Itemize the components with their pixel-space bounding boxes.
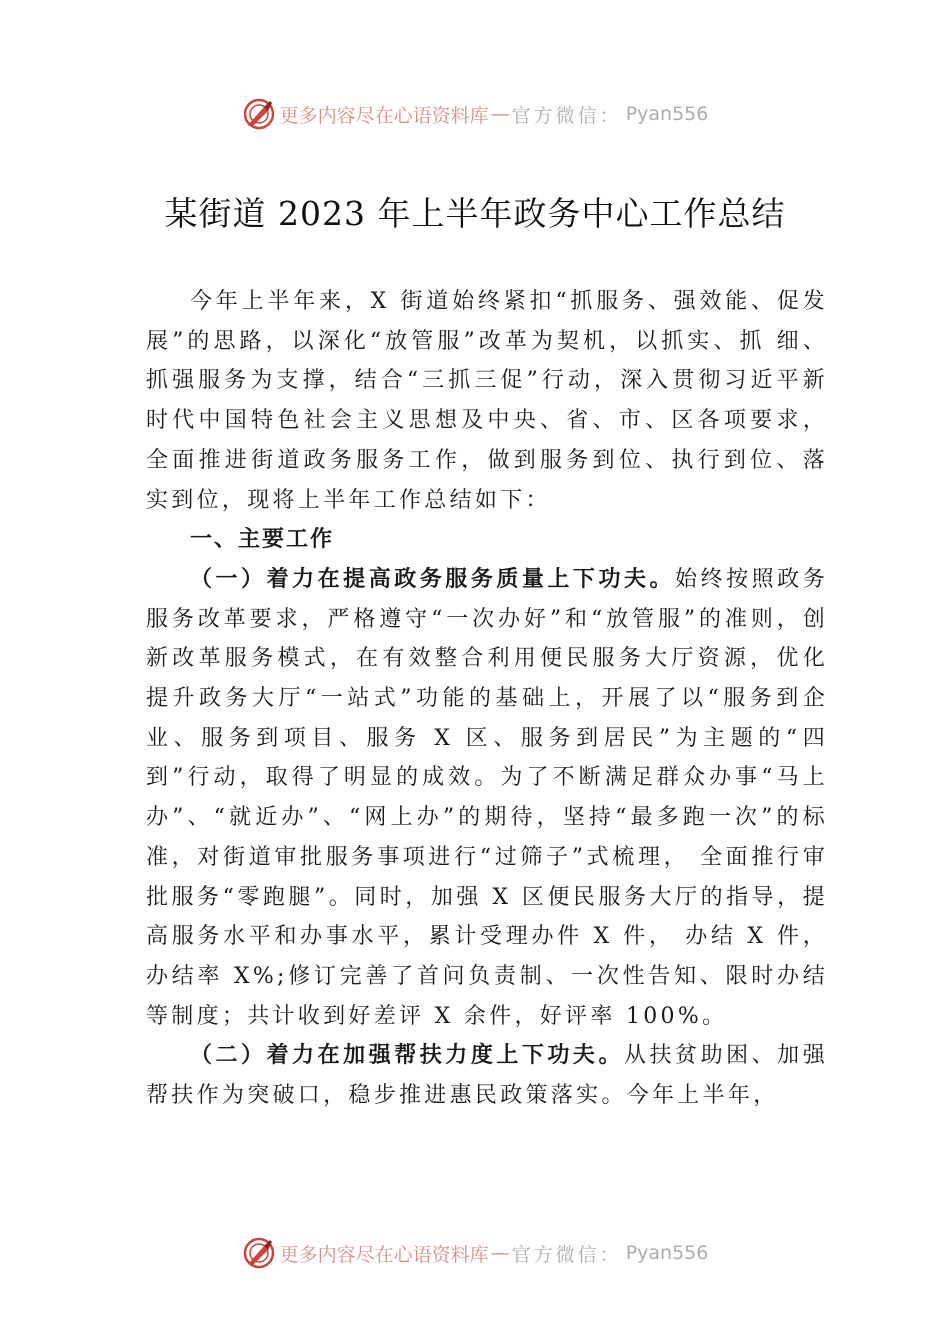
banner-wechat-label: 官方微信：	[511, 104, 622, 127]
pen-logo-icon	[242, 97, 276, 131]
banner-text: 更多内容尽在心语资料库	[279, 104, 489, 127]
banner-wechat-id: Pyan556	[625, 1242, 709, 1264]
item-2-body: 从扶贫助困、加强帮扶作为突破口，稳步推进惠民政策落实。今年上半年，	[146, 1043, 829, 1109]
banner-text: 更多内容尽在心语资料库	[279, 1243, 489, 1266]
intro-paragraph: 今年上半年来，X 街道始终紧扣“抓服务、强效能、促发展”的思路，以深化“放管服”改革为契机，以抓实、抓 细、抓强服务为支撑，结合“三抓三促”行动，深入贯彻习近平新时代中国特色社会主义思想及中央、省、市、区各项要求，全面推进街道政务服务工作，做到服务到位、执行到位、落实到位，现将上半年工作总结如下：	[146, 289, 828, 513]
document-body	[146, 282, 828, 1116]
document-title: 某街道 2023 年上半年政务中心工作总结	[164, 194, 786, 233]
item-1-lead: （一）着力在提高政务服务质量上下功夫。	[190, 565, 676, 592]
item-1-body: 始终按照政务服务改革要求，严格遵守“一次办好”和“放管服”的准则，创新改革服务模式，在有效整合利用便民服务大厅资源，优化提升政务大厅“一站式”功能的基础上，开展了以“服务到企业、服务到项目、服务 X 区、服务到居民”为主题的“四到”行动，取得了明显的成效。为了不断满足群众办事“马上办”、“就近办”、“网上办”的期待，坚持“最多跑一次”的标准，对街道审批服务事项进行“过筛子”式梳理， 全面推行审批服务“零跑腿”。同时，加强 X 区便民服务大厅的指导，提高服务水平和办事水平，累计受理办件 X 件， 办结 X 件，办结率 X%;修订完善了首问负责制、一次性告知、限时办结等制度；共计收到好差评 X 余件，好评率 100%。	[146, 566, 828, 1029]
section-heading-main-work: 一、主要工作	[190, 527, 335, 553]
pen-logo-icon	[242, 1236, 276, 1270]
item-2-lead: （二）着力在加强帮扶力度上下功夫。	[190, 1042, 624, 1069]
watermark-banner-bottom	[0, 1233, 950, 1273]
banner-separator: —	[490, 1242, 510, 1264]
banner-wechat-id: Pyan556	[625, 103, 709, 125]
item-1-paragraph	[146, 560, 828, 1036]
watermark-banner-top	[0, 94, 950, 134]
banner-wechat-label: 官方微信：	[511, 1243, 622, 1266]
banner-separator: —	[490, 103, 510, 125]
item-2-paragraph	[146, 1036, 828, 1115]
